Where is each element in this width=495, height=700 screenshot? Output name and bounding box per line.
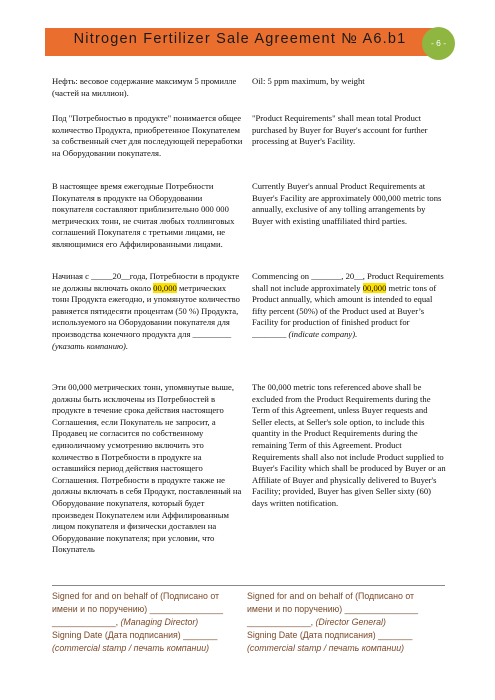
signed-for-label: Signed for and on behalf of (Подписано от (247, 591, 415, 601)
signatory-role: (Director General) (315, 617, 386, 627)
oil-spec-en: Oil: 5 ppm maximum, by weight (252, 76, 365, 86)
signatory-blank: _____________, (247, 617, 316, 627)
signatory-role: (Managing Director) (120, 617, 199, 627)
annual-requirements-ru: В настоящее время ежегодные Потребности Покупателя в продукте на Оборудовании покупателя составляют приблизительно 000 000 метрических тонн, не считая любых толлинговых соглашений Покупателя с третьими лицами, не являющимися его Аффилированными лицами. (52, 181, 235, 249)
highlighted-quantity-ru: 00,000 (153, 282, 177, 293)
header-bar (45, 28, 435, 56)
highlighted-quantity-en: 00,000 (362, 282, 387, 293)
signature-divider (52, 585, 445, 586)
commercial-stamp-label: (commercial stamp / печать компании) (52, 643, 210, 653)
signatory-blank: _____________, (52, 617, 121, 627)
product-requirements-def-en: "Product Requirements" shall mean total Product purchased by Buyer for Buyer's account for further processing at Buyer's Facility. (252, 113, 428, 147)
signed-name-line: имени и по поручению) _______________ (247, 604, 418, 614)
signed-name-line: имени и по поручению) _______________ (52, 604, 223, 614)
indicate-company-en: (indicate company). (288, 328, 358, 339)
signed-for-label: Signed for and on behalf of (Подписано от (52, 591, 220, 601)
commencement-text-en-a: Commencing on _______, 20__, Product Requirements shall not include approximately (252, 271, 444, 293)
commercial-stamp-label: (commercial stamp / печать компании) (247, 643, 405, 653)
exclusion-clause-ru: Эти 00,000 метрических тонн, упомянутые выше, должны быть исключены из Потребностей в продукте в течение срока действия настоящего Соглашения, если Покупатель не запросит, а Продавец не согласится по собственному единоличному усмотрению включить это количество в Потребности в продукте на оставшийся период действия настоящего Соглашения. Потребности в продукте также не должны включать в себя Продукт, поставленный на Оборудование покупателя, который будет произведен Покупателем или Аффилированным лицом покупателя и физически доставлен на Оборудование покупателя; при условии, что Покупатель (52, 382, 242, 555)
signing-date-line: Signing Date (Дата подписания) _______ (247, 630, 413, 640)
commencement-text-ru-b: метрических тонн Продукта ежегодно, и упомянутое количество равняется пятидесяти процентам (50 %) Продукта, используемого на Оборудовании покупателя для производства конечного продукта для _________ (52, 282, 240, 339)
exclusion-clause-en: The 00,000 metric tons referenced above shall be excluded from the Product Requirements during the Term of this Agreement, unless Buyer requests and Seller elects, at Seller's sole option, to include this quantity in the Product Requirements during the remaining Term of this Agreement. Product Requirements shall also not include Product supplied to Buyer's Facility which shall be produced by Buyer or an Affiliate of Buyer and physically delivered to Buyer's Facility; provided, Buyer has given Seller sixty (60) days written notification. (252, 382, 446, 508)
indicate-company-ru: (указать компанию). (52, 340, 129, 351)
signatory-role-line (247, 616, 447, 629)
page-number-badge: - 6 - (422, 27, 455, 60)
annual-requirements-en: Currently Buyer's annual Product Requirements at Buyer's Facility are approximately 000,000 metric tons annually, exclusive of any tolling arrangements by Buyer with existing unaffiliated third parties. (252, 181, 442, 226)
product-requirements-def-ru: Под "Потребностью в продукте" понимается общее количество Продукта, приобретенное Покупателем за собственный счет для последующей переработки на Оборудовании покупателя. (52, 113, 243, 158)
signing-date-line: Signing Date (Дата подписания) _______ (52, 630, 218, 640)
signature-block-seller (52, 590, 237, 655)
commencement-clause-ru (52, 271, 244, 352)
commencement-clause-en (252, 271, 446, 341)
signature-block-buyer (247, 590, 447, 655)
commencement-text-ru-a: Начиная с _____20__года, Потребности в продукте не должны включать около (52, 271, 240, 293)
signatory-role-line (52, 616, 237, 629)
oil-spec-ru: Нефть: весовое содержание максимум 5 промилле (частей на миллион). (52, 76, 237, 98)
document-title: Nitrogen Fertilizer Sale Agreement № A6.b1 (73, 31, 407, 47)
commencement-text-en-b: metric tons of Product annually, which amount is intended to equal fifty percent (50%) of the Product used at Buyer’s Facility for production of finished product for ________ (252, 282, 437, 339)
